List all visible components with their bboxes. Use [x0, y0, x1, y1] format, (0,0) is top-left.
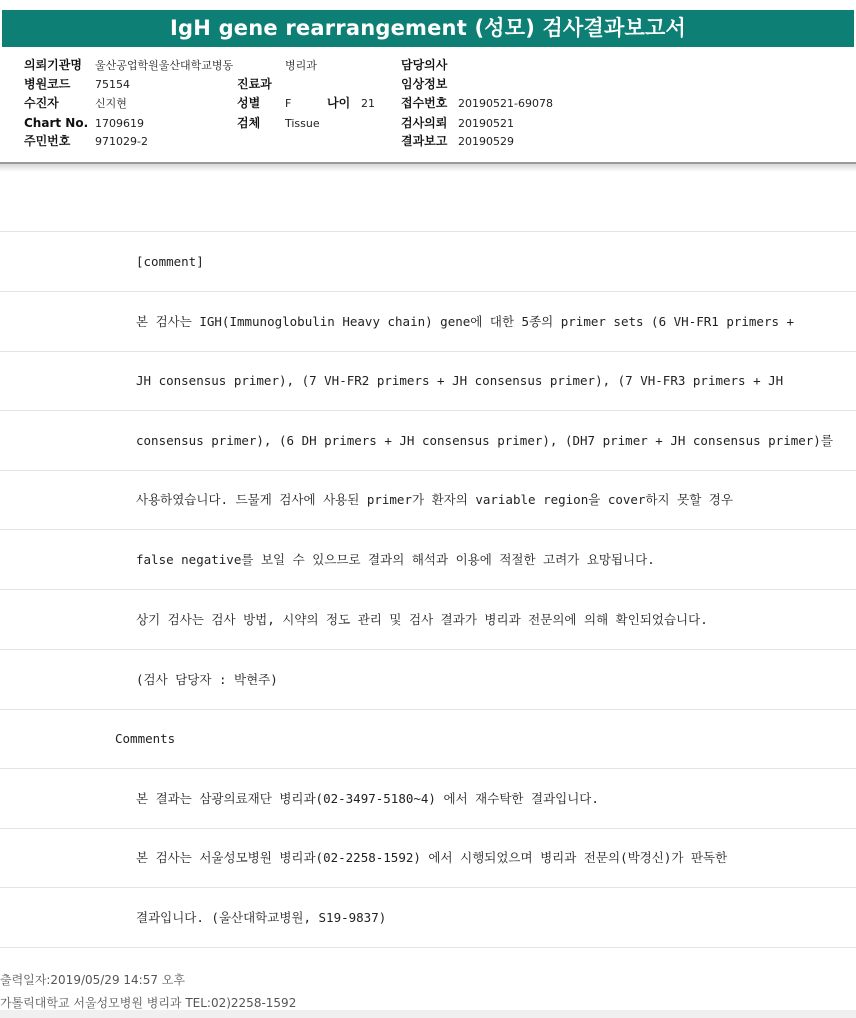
- body-line: [0, 530, 856, 590]
- body-line: [0, 411, 856, 471]
- request-date-label: 검사의뢰: [401, 116, 448, 130]
- body-line-text: 사용하였습니다. 드물게 검사에 사용된 primer가 환자의 variable region을 cover하지 못할 경우: [136, 492, 733, 507]
- contact-info: 가톨릭대학교 서울성모병원 병리과 TEL:02)2258-1592: [0, 996, 297, 1010]
- body-line: [0, 470, 856, 530]
- print-date: 출력일자:2019/05/29 14:57 오후: [0, 973, 185, 987]
- body-line-text: Comments: [115, 731, 176, 746]
- chart-no-value: 1709619: [95, 117, 144, 130]
- specimen-value: Tissue: [285, 117, 320, 130]
- chart-no-label: Chart No.: [24, 116, 89, 130]
- sex-value: F: [285, 97, 292, 110]
- hospital-code-value: 75154: [95, 78, 130, 91]
- age-value: 21: [361, 97, 375, 110]
- body-line: [0, 351, 856, 411]
- patient-name-value: 신지현: [95, 97, 127, 110]
- report-date-label: 결과보고: [401, 134, 448, 148]
- body-line-text: 본 결과는 삼광의료재단 병리과(02-3497-5180~4) 에서 재수탁한 결과입니다.: [136, 791, 599, 806]
- receipt-no-label: 접수번호: [401, 96, 448, 110]
- body-line-text: 본 검사는 서울성모병원 병리과(02-2258-1592) 에서 시행되었으며 병리과 전문의(박경신)가 판독한: [136, 850, 728, 865]
- sex-label: 성별: [237, 96, 261, 110]
- ward-value: 병리과: [285, 59, 317, 72]
- patient-name-label: 수진자: [24, 96, 59, 110]
- header-shadow: [0, 164, 856, 172]
- body-line-text: 결과입니다. (울산대학교병원, S19-9837): [136, 910, 387, 925]
- patient-info-header: [0, 52, 856, 164]
- body-line-comment-heading: [0, 232, 856, 292]
- body-line-text: 상기 검사는 검사 방법, 시약의 정도 관리 및 검사 결과가 병리과 전문의에 의해 확인되었습니다.: [136, 612, 708, 627]
- title-bar: [0, 0, 856, 58]
- body-line-text: JH consensus primer), (7 VH-FR2 primers + JH consensus primer), (7 VH-FR3 primers + JH: [136, 373, 784, 388]
- horizontal-scrollbar[interactable]: [0, 1010, 856, 1018]
- report-title: IgH gene rearrangement (성모) 검사결과보고서: [2, 10, 854, 47]
- body-line-text: [comment]: [136, 254, 204, 269]
- doctor-label: 담당의사: [401, 58, 448, 72]
- hospital-code-label: 병원코드: [24, 77, 71, 91]
- body-line: [0, 650, 856, 710]
- request-date-value: 20190521: [458, 117, 514, 130]
- resident-no-label: 주민번호: [24, 134, 71, 148]
- body-line: [0, 828, 856, 888]
- report-date-value: 20190529: [458, 135, 514, 148]
- body-line: [0, 888, 856, 948]
- body-line: [0, 292, 856, 352]
- body-line: [0, 769, 856, 829]
- age-label: 나이: [327, 96, 351, 110]
- body-line-comments-heading: [0, 709, 856, 769]
- department-label: 진료과: [237, 77, 272, 91]
- resident-no-value: 971029-2: [95, 135, 148, 148]
- body-line-text: false negative를 보일 수 있으므로 결과의 해석과 이용에 적절한 고려가 요망됩니다.: [136, 552, 655, 567]
- body-line-text: consensus primer), (6 DH primers + JH consensus primer), (DH7 primer + JH consensus primer)를: [136, 433, 833, 448]
- body-line-blank: [0, 172, 856, 232]
- body-line-text: 본 검사는 IGH(Immunoglobulin Heavy chain) gene에 대한 5종의 primer sets (6 VH-FR1 primers +: [136, 314, 795, 329]
- body-line: [0, 590, 856, 650]
- clinical-info-label: 임상정보: [401, 77, 448, 91]
- institution-label: 의뢰기관명: [24, 58, 82, 72]
- specimen-label: 검체: [237, 116, 261, 130]
- body-line-text: (검사 담당자 : 박현주): [136, 672, 278, 687]
- institution-value: 울산공업학원울산대학교병동: [95, 59, 234, 72]
- receipt-no-value: 20190521-69078: [458, 97, 553, 110]
